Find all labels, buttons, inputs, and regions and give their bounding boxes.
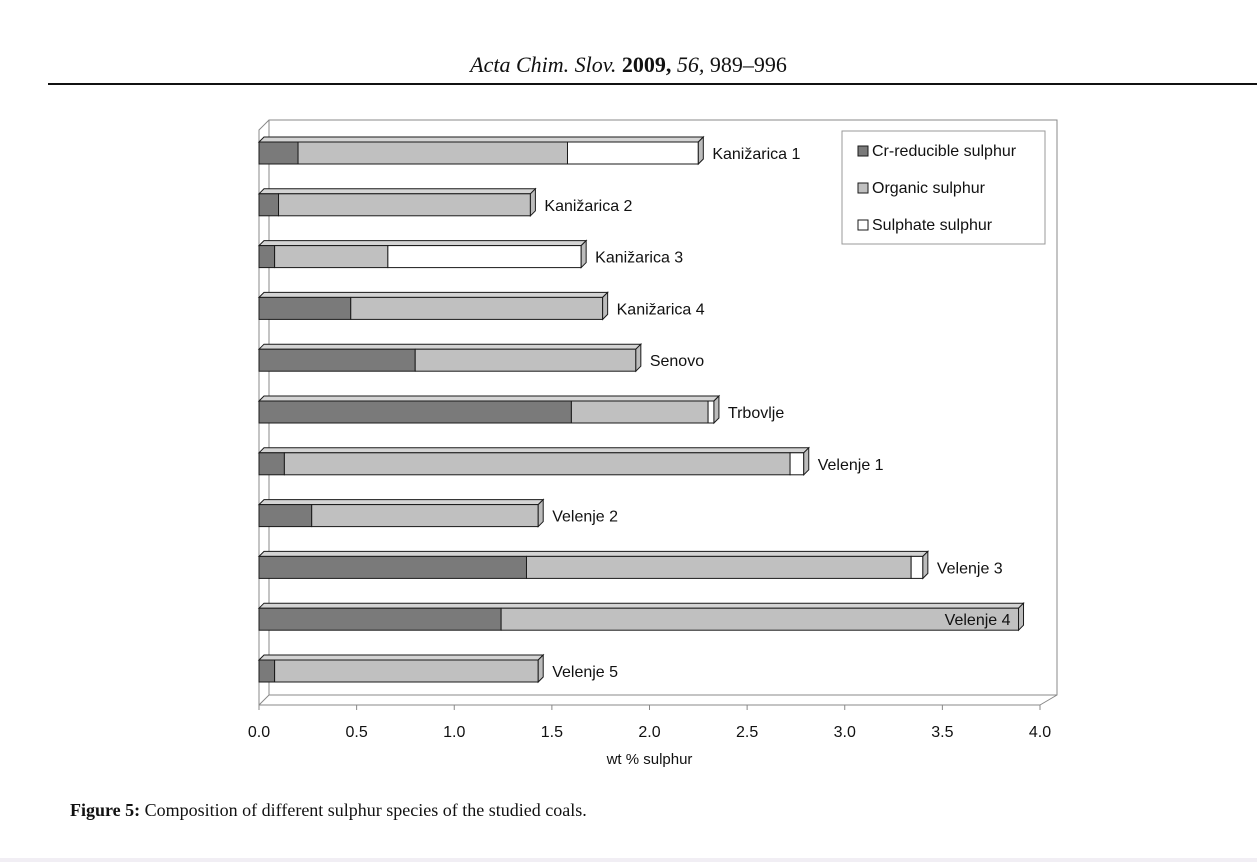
page-bottom-bar: [0, 858, 1257, 862]
bar-segment-cr: [259, 194, 279, 216]
legend: [842, 131, 1045, 244]
legend-swatch-sulphate: [858, 220, 868, 230]
bar-segment-organic: [571, 401, 708, 423]
bar-top-face: [259, 241, 586, 246]
bar-segment-organic: [275, 246, 388, 268]
x-axis: [248, 705, 1051, 768]
bar-end-cap: [804, 448, 809, 475]
bar-end-cap: [636, 344, 641, 371]
figure-caption: [70, 800, 587, 821]
bar-top-face: [259, 551, 928, 556]
bar-top-face: [259, 189, 535, 194]
legend-label-cr: Cr-reducible sulphur: [872, 143, 1017, 160]
journal-volume: 56,: [676, 52, 705, 77]
journal-year: 2009,: [621, 52, 672, 77]
journal-pages: 989–996: [709, 52, 787, 77]
legend-swatch-cr: [858, 146, 868, 156]
bar-segment-cr: [259, 505, 312, 527]
bar-label: Trbovlje: [727, 405, 785, 422]
bar-end-cap: [530, 189, 535, 216]
bar-segment-organic: [279, 194, 531, 216]
bar-segment-organic: [351, 297, 603, 319]
x-tick-label: 3.0: [833, 724, 856, 741]
bar-segment-organic: [312, 505, 538, 527]
bar-label: Velenje 3: [936, 560, 1003, 578]
bar-top-face: [259, 500, 543, 505]
bar-segment-organic: [415, 349, 636, 371]
bar-label: Kanižarica 4: [616, 301, 705, 319]
bar-end-cap: [581, 241, 586, 268]
bar-segment-organic: [501, 608, 1018, 630]
bar-label: Kanižarica 1: [712, 146, 801, 163]
bar-segment-cr: [259, 401, 571, 423]
bar-segment-cr: [259, 453, 284, 475]
legend-label-sulphate: Sulphate sulphur: [872, 217, 993, 234]
x-tick-label: 1.5: [540, 724, 563, 741]
x-tick-label: 0.5: [345, 724, 368, 741]
bar-segment-cr: [259, 556, 526, 578]
bar-top-face: [259, 603, 1024, 608]
legend-swatch-organic: [858, 183, 868, 193]
bar-segment-organic: [526, 556, 911, 578]
bar-segment-sulphate: [388, 246, 581, 268]
x-tick-label: 3.5: [931, 724, 954, 741]
legend-label-organic: Organic sulphur: [872, 180, 985, 197]
x-axis-title: wt % sulphur: [606, 751, 693, 768]
bar-label: Kanižarica 3: [595, 249, 684, 267]
caption-label: Figure 5:: [70, 800, 141, 820]
x-tick-label: 2.5: [736, 724, 759, 741]
bar-top-face: [259, 344, 641, 349]
bar-segment-cr: [259, 246, 275, 268]
x-tick-label: 4.0: [1028, 724, 1052, 741]
bar-end-cap: [1019, 603, 1024, 630]
bar-top-face: [259, 448, 809, 453]
x-tick-label: 0.0: [247, 724, 271, 741]
bar-end-cap: [923, 551, 928, 578]
bar-label: Kanižarica 2: [544, 197, 633, 215]
bar-segment-cr: [259, 608, 501, 630]
bar-segment-organic: [275, 660, 539, 682]
bar-end-cap: [714, 396, 719, 423]
bar-top-face: [259, 137, 703, 142]
x-tick-label: 2.0: [638, 724, 661, 741]
bar-segment-sulphate: [567, 142, 698, 164]
x-tick-label: 1.0: [443, 724, 466, 741]
bar-segment-cr: [259, 660, 275, 682]
bar-end-cap: [538, 655, 543, 682]
bar-label: Velenje 5: [552, 664, 619, 681]
bar-segment-organic: [298, 142, 567, 164]
frame-floor-left: [259, 695, 269, 705]
bar-segment-organic: [284, 453, 790, 475]
bar-label: Senovo: [649, 353, 705, 371]
caption-text: Composition of different sulphur species of the studied coals.: [144, 800, 587, 820]
bar-label: Velenje 2: [552, 508, 619, 526]
bar-segment-sulphate: [790, 453, 804, 475]
bar-segment-cr: [259, 142, 298, 164]
journal-name: Acta Chim. Slov.: [470, 52, 617, 77]
bar-segment-cr: [259, 349, 415, 371]
bar-end-cap: [538, 500, 543, 527]
bar-segment-sulphate: [911, 556, 923, 578]
bar-top-face: [259, 292, 608, 297]
bar-top-face: [259, 655, 543, 660]
bar-label: Velenje 4: [944, 612, 1011, 630]
bar-segment-cr: [259, 297, 351, 319]
bar-segment-sulphate: [708, 401, 714, 423]
bar-end-cap: [603, 292, 608, 319]
bar-top-face: [259, 396, 719, 401]
bar-end-cap: [698, 137, 703, 164]
bar-label: Velenje 1: [817, 456, 884, 474]
